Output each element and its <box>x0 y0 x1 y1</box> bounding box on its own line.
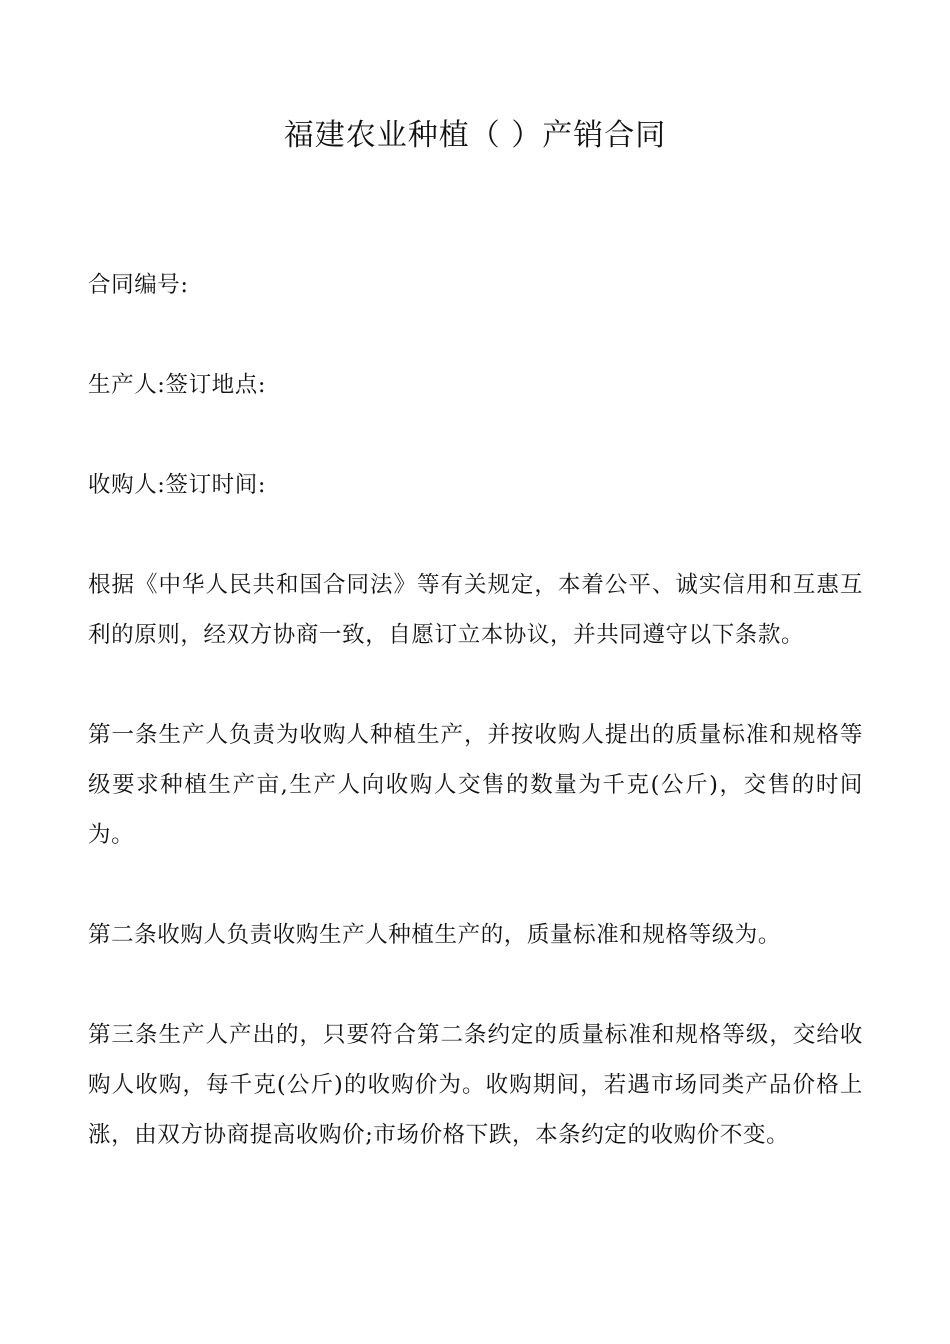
buyer-signing-time-field: 收购人:签订时间: <box>88 472 267 498</box>
article-1-paragraph: 第一条生产人负责为收购人种植生产，并按收购人提出的质量标准和规格等级要求种植生产亩,生产人向收购人交售的数量为千克(公斤)，交售的时间为。 <box>88 722 863 848</box>
preamble-paragraph: 根据《中华人民共和国合同法》等有关规定，本着公平、诚实信用和互惠互利的原则，经双方协商一致，自愿订立本协议，并共同遵守以下条款。 <box>88 572 863 648</box>
article-2-paragraph: 第二条收购人负责收购生产人种植生产的，质量标准和规格等级为。 <box>88 922 782 948</box>
article-3-paragraph: 第三条生产人产出的，只要符合第二条约定的质量标准和规格等级，交给收购人收购，每千克(公斤)的收购价为。收购期间，若遇市场同类产品价格上涨，由双方协商提高收购价;市场价格下跌，本条约定的收购价不变。 <box>88 1022 863 1148</box>
contract-number-field: 合同编号: <box>88 272 189 298</box>
document-title: 福建农业种植（ ）产销合同 <box>283 118 667 153</box>
producer-signing-place-field: 生产人:签订地点: <box>88 372 267 398</box>
